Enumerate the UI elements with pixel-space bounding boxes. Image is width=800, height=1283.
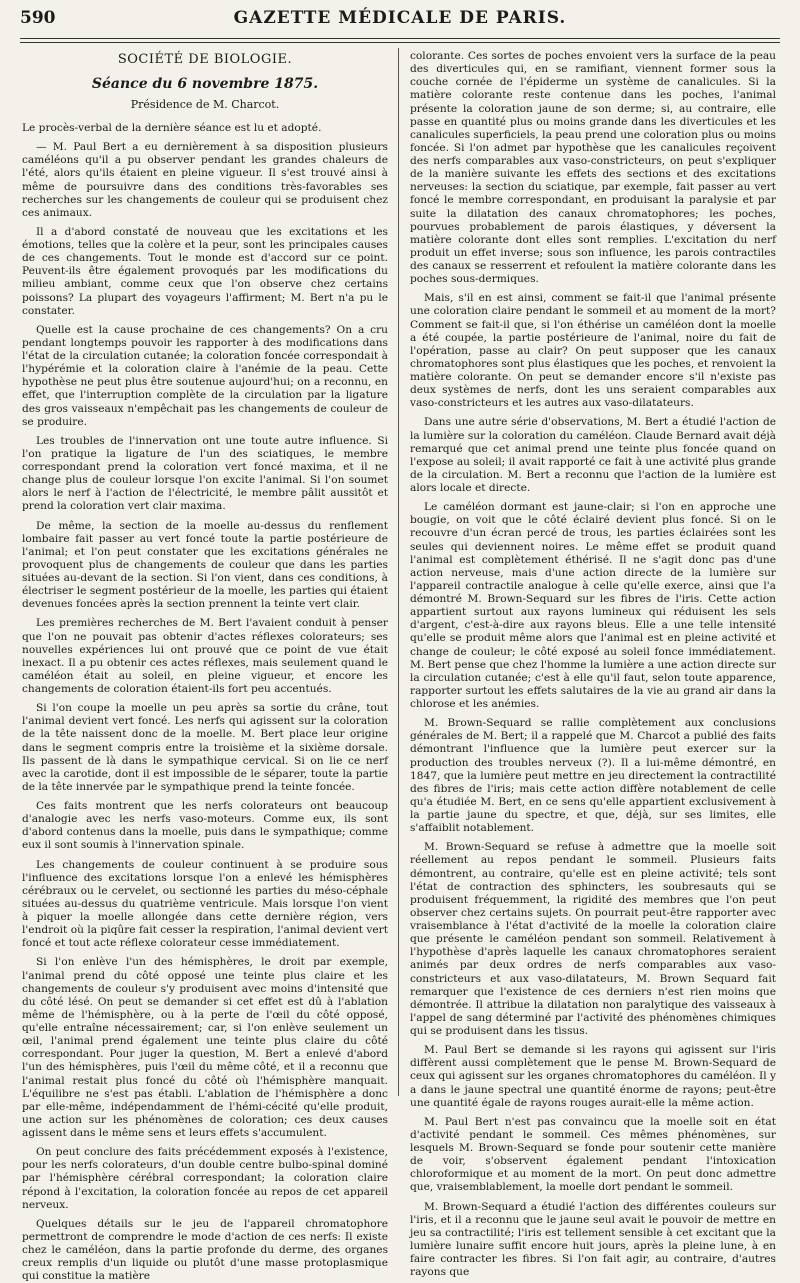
presidence-line: Présidence de M. Charcot. bbox=[130, 98, 280, 112]
column-divider bbox=[398, 48, 399, 1096]
paragraph: Les troubles de l'innervation ont une toute autre influence. Si l'on pratique la ligature de l'un des sciatiques, le membre correspondant prend la coloration vert foncé maxima, et il ne change plus de couleur lorsque l'on excite l'animal. Si l'on soumet alors le nerf à l'action de l'électricité, le membre pâlit aussitôt et prend la coloration vert clair maxima. bbox=[22, 434, 388, 513]
paragraph: Les premières recherches de M. Bert l'avaient conduit à penser que l'on ne pouvait pas obtenir d'actes réflexes colorateurs; ses nouvelles expériences lui ont prouvé que ce point de vue était inexact. Il a pu obtenir ces actes réflexes, mais seulement quand le caméléon était au soleil, en pleine vigueur, et encore les changements de coloration étaient-ils fort peu accentués. bbox=[22, 617, 388, 696]
paragraph: M. Brown-Sequard a étudié l'action des différentes couleurs sur l'iris, et il a reconnu que le jaune seul avait le pouvoir de mettre en jeu sa contractilité; l'iris est tellement sensible à cet excitant que la lumière lunaire suffit encore huit jours, après la pleine lune, à en faire contracter les fibres. Si l'on fait agir, au contraire, d'autres rayons que bbox=[410, 1200, 776, 1279]
paragraph: Les changements de couleur continuent à se produire sous l'influence des excitations lorsque l'on a enlevé les hémisphères cérébraux ou le cervelet, ou sectionné les parties du méso-céphale situées au-dessus du quatrième ventricule. Mais lorsque l'on vient à piquer la moelle allongée dans cette dernière région, vers l'endroit où la piqûre fait cesser la respiration, l'animal devient vert foncé et tout acte réflexe colorateur cesse immédiatement. bbox=[22, 858, 388, 950]
left-column bbox=[22, 50, 388, 1283]
right-column bbox=[410, 50, 776, 1279]
paragraph: Le caméléon dormant est jaune-clair; si l'on en approche une bougie, on voit que le côté éclairé devient plus foncé. Si on le recouvre d'un écran percé de trous, les parties éclairées sont les seules qui deviennent noires. Le même effet se produit quand l'animal est complètement éthérisé. Il ne s'agit donc pas d'une action nerveuse, mais d'une action directe de la lumière sur l'appareil contractile analogue à celle qu'elle exerce, ainsi que l'a démontré M. Brown-Sequard sur les fibres de l'iris. Cette action appartient surtout aux rayons lumineux qui réduisent les sels d'argent, c'est-à-dire aux rayons bleus. Elle a une telle intensité qu'elle se produit même alors que l'animal est en pleine activité et change de couleur; le côté exposé au soleil fonce immédiatement. M. Bert pense que chez l'homme la lumière a une action directe sur la circulation cutanée; c'est à elle qu'il faut, selon toute apparence, rapporter surtout les effets salutaires de la vie au grand air dans la chlorose et les anémies. bbox=[410, 501, 776, 710]
paragraph: — M. Paul Bert a eu dernièrement à sa disposition plusieurs caméléons qu'il a pu observer pendant les grandes chaleurs de l'été, alors qu'ils étaient en pleine vigueur. Il s'est trouvé ainsi à même de poursuivre dans des conditions très-favorables ses recherches sur les changements de couleur qui se produisent chez ces animaux. bbox=[22, 141, 388, 219]
paragraph: Si l'on enlève l'un des hémisphères, le droit par exemple, l'animal prend du côté opposé une teinte plus claire et les changements de couleur s'y produisent avec moins d'intensité que du côté lésé. On peut se demander si cet effet est dû à l'ablation même de l'hémisphère, ou à la perte de l'œil du côté opposé, qu'elle entraîne nécessairement; car, si l'on enlève seulement un œil, l'animal prend également une teinte plus claire du côté correspondant. Pour juger la question, M. Bert a enlevé d'abord l'un des hémisphères, puis l'œil du même côté, et il a reconnu que l'animal restait plus foncé du côté où l'hémisphère manquait. L'équilibre ne s'est pas établi. L'ablation de l'hémisphère a donc par elle-même, indépendamment de l'hémi-cécité qu'elle produit, une action sur les phénomènes de coloration; ces deux causes agissent dans le même sens et leurs effets s'accumulent. bbox=[22, 956, 388, 1140]
paragraph: Si l'on coupe la moelle un peu après sa sortie du crâne, tout l'animal devient vert foncé. Les nerfs qui agissent sur la coloration de la tête naissent donc de la moelle. M. Bert place leur origine dans le segment compris entre la troisième et la sixième dorsale. Ils passent de là dans le sympathique cervical. Si on lie ce nerf avec la carotide, dont il est impossible de le séparer, toute la partie de la tête innervée par le sympathique prend la teinte foncée. bbox=[22, 702, 388, 793]
journal-title: GAZETTE MÉDICALE DE PARIS. bbox=[233, 8, 567, 28]
seance-heading: Séance du 6 novembre 1875. bbox=[91, 76, 319, 93]
paragraph: M. Paul Bert se demande si les rayons qui agissent sur l'iris diffèrent aussi complètement que le pense M. Brown-Sequard de ceux qui agissent sur les organes chromatophores du caméléon. Il y a dans le jaune spectral une quantité énorme de rayons; peut-être une quantité égale de rayons rouges aurait-elle la même action. bbox=[410, 1044, 776, 1109]
paragraph: Mais, s'il en est ainsi, comment se fait-il que l'animal présente une coloration claire pendant le sommeil et au moment de la mort? Comment se fait-il que, si l'on éthérise un caméléon dont la moelle a été coupée, la partie postérieure de l'animal, noire du fait de l'opération, passe au clair? On peut supposer que les canaux chromatophores sont plus élastiques que les poches, et renvoient la matière colorante. On peut se demander encore s'il n'existe pas deux systèmes de nerfs, dont les uns seraient comparables aux vaso-constricteurs et les autres aux vaso-dilatateurs. bbox=[410, 292, 776, 410]
paragraph: On peut conclure des faits précédemment exposés à l'existence, pour les nerfs colorateurs, d'un double centre bulbo-spinal dominé par l'hémisphère cérébral correspondant; la coloration claire répond à l'excitation, la coloration foncée au repos de cet appareil nerveux. bbox=[22, 1146, 388, 1211]
paragraph: Ces faits montrent que les nerfs colorateurs ont beaucoup d'analogie avec les nerfs vaso-moteurs. Comme eux, ils sont d'abord contenus dans la moelle, puis dans le sympathique; comme eux il sont soumis à l'innervation spinale. bbox=[22, 800, 388, 852]
header-rule bbox=[20, 38, 780, 43]
paragraph: M. Brown-Sequard se refuse à admettre que la moelle soit réellement au repos pendant le sommeil. Plusieurs faits démontrent, au contraire, qu'elle est en pleine activité; tels sont l'état de contraction des sphincters, les soubresauts qui se produisent fréquemment, la rigidité des membres que l'on peut observer chez certains sujets. On pourrait peut-être rapporter avec vraisemblance à l'état d'activité de la moelle la coloration claire que présente le caméléon pendant son sommeil. Relativement à l'hypothèse d'après laquelle les canaux chromatophores seraient animés par deux ordres de nerfs comparables aux vaso-constricteurs et aux vaso-dilatateurs, M. Brown Sequard fait remarquer que l'existence de ces derniers n'est rien moins que démontrée. Il attribue la dilatation non paralytique des vaisseaux à l'appel de sang déterminé par l'activité des phénomènes chimiques qui se produisent dans les tissus. bbox=[410, 841, 776, 1037]
paragraph: De même, la section de la moelle au-dessus du renflement lombaire fait passer au vert foncé toute la partie postérieure de l'animal; et l'on peut constater que les excitations générales ne provoquent plus de changements de couleur que dans les parties situées au-devant de la section. Si l'on vient, dans ces conditions, à électriser le segment postérieur de la moelle, les parties qui étaient devenues foncées après la section prennent la teinte vert clair. bbox=[22, 519, 388, 611]
paragraph: Le procès-verbal de la dernière séance est lu et adopté. bbox=[22, 122, 322, 135]
paragraph: Quelle est la cause prochaine de ces changements? On a cru pendant longtemps pouvoir les rapporter à des modifications dans l'état de la circulation cutanée; la coloration foncée correspondait à l'hypérémie et la coloration claire à l'anémie de la peau. Cette hypothèse ne peut plus être soutenue aujourd'hui; on a reconnu, en effet, que l'interruption complète de la circulation par la ligature des gros vaisseaux n'empêchait pas les changements de couleur de se produire. bbox=[22, 323, 388, 428]
page-number: 590 bbox=[20, 8, 56, 28]
paragraph: colorante. Ces sortes de poches envoient vers la surface de la peau des diverticules qui, en se ramifiant, viennent former sous la couche cornée de l'épiderme un système de canalicules. Si la matière colorante reste contenue dans les poches, l'animal présente la coloration jaune de son derme; si, au contraire, elle passe en quantité plus ou moins grande dans les diverticules et les canalicules superficiels, la peau prend une coloration plus ou moins foncée. Si l'on admet par hypothèse que les canalicules reçoivent des nerfs comparables aux vaso-constricteurs, on peut s'expliquer de la manière suivante les effets des sections et des excitations nerveuses: la section du sciatique, par exemple, fait passer au vert foncé le membre correspondant, en produisant la paralysie et par suite la dilatation des canaux chromatophores; les poches, pourvues probablement de parois élastiques, y déversent la matière colorante dont elles sont remplies. L'excitation du nerf produit un effet inverse; sous son influence, les parois contractiles des canaux se resserrent et refoulent la matière colorante dans les poches sous-dermiques. bbox=[410, 50, 776, 286]
paragraph: M. Brown-Sequard se rallie complètement aux conclusions générales de M. Bert; il a rappelé que M. Charcot a publié des faits démontrant l'influence que la lumière peut exercer sur la production des troubles nerveux (?). Il a lui-même démontré, en 1847, que la lumière peut mettre en jeu directement la contractilité des fibres de l'iris; mais cette action diffère notablement de celle qu'a étudiée M. Bert, en ce sens qu'elle appartient exclusivement à la partie jaune du spectre, et que, déjà, sur ses limites, elle s'affaiblit notablement. bbox=[410, 717, 776, 835]
paragraph: Dans une autre série d'observations, M. Bert a étudié l'action de la lumière sur la coloration du caméléon. Claude Bernard avait déjà remarqué que cet animal prend une teinte plus foncée quand on l'expose au soleil; il avait rapporté ce fait à une activité plus grande de la circulation. M. Bert a reconnu que l'action de la lumière est alors locale et directe. bbox=[410, 416, 776, 494]
paragraph: Il a d'abord constaté de nouveau que les excitations et les émotions, telles que la colère et la peur, sont les principales causes de ces changements. Tout le monde est d'accord sur ce point. Peuvent-ils être également provoqués par les modifications du milieu ambiant, comme ceux que l'on observe chez certains poissons? La plupart des voyageurs l'affirment; M. Bert n'a pu le constater. bbox=[22, 225, 388, 317]
section-title: SOCIÉTÉ DE BIOLOGIE. bbox=[117, 52, 293, 67]
paragraph: M. Paul Bert n'est pas convaincu que la moelle soit en état d'activité pendant le sommeil. Ces mêmes phénomènes, sur lesquels M. Brown-Sequard se fonde pour soutenir cette manière de voir, s'observent également pendant l'intoxication chloroformique et au moment de la mort. On peut donc admettre que, vraisemblablement, la moelle dort pendant le sommeil. bbox=[410, 1115, 776, 1194]
paragraph: Quelques détails sur le jeu de l'appareil chromatophore permettront de comprendre le mode d'action de ces nerfs: Il existe chez le caméléon, dans la partie profonde du derme, des organes creux remplis d'un liquide ou plutôt d'une masse protoplasmique qui constitue la matière bbox=[22, 1217, 388, 1283]
